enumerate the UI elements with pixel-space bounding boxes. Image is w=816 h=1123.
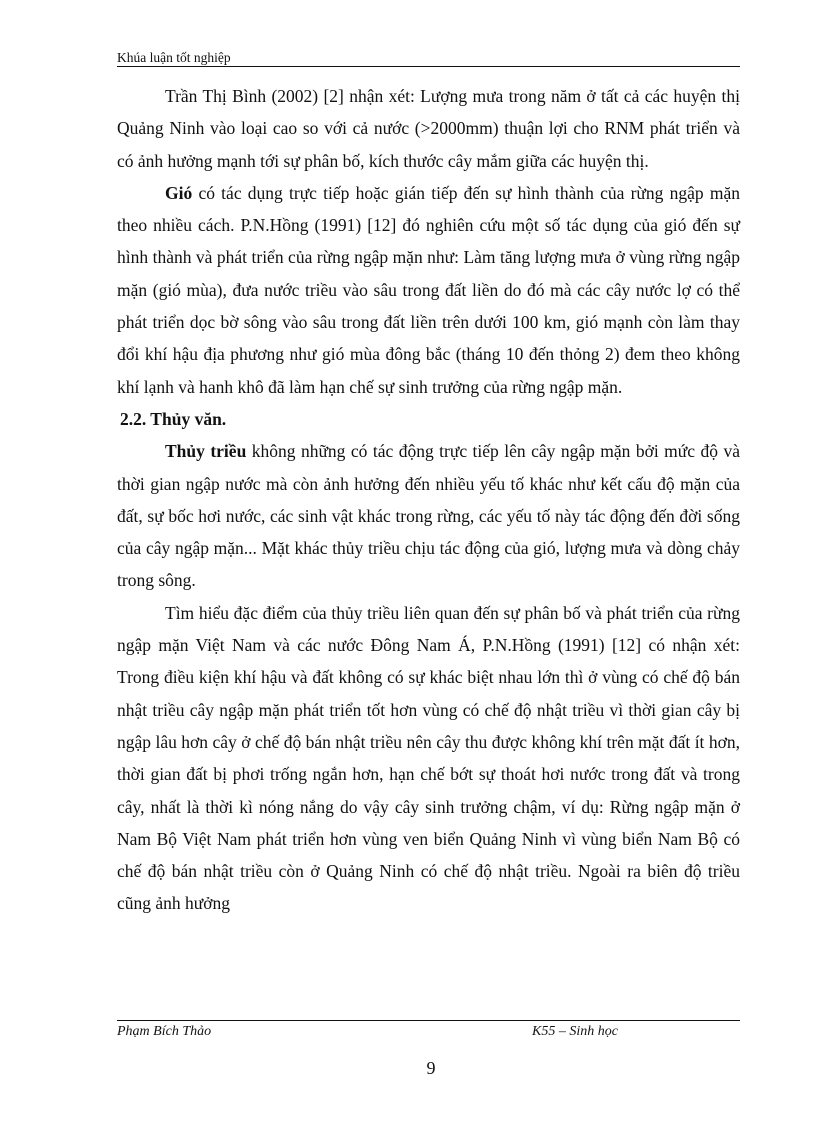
paragraph-wind [117,177,740,403]
header-title: Khúa luận tốt nghiệp [117,50,231,65]
term-tide: Thủy triều [165,441,247,462]
body-content [117,80,740,920]
paragraph-tide [117,435,740,596]
paragraph-tide-text: không những có tác động trực tiếp lên cây ngập mặn bởi mức độ và thời gian ngập nước mà còn ảnh hưởng đến nhiều yếu tố khác như kết cấu độ mặn của đất, sự bốc hơi nước, các sinh vật khác trong rừng, các yếu tố này tác động đến đời sống của cây ngập mặn... Mặt khác thủy triều chịu tác động của gió, lượng mưa và dòng chảy trong sông. [117,441,740,591]
paragraph-tide-regime: Tìm hiểu đặc điểm của thủy triều liên quan đến sự phân bố và phát triển của rừng ngập mặn Việt Nam và các nước Đông Nam Á, P.N.Hồng (1991) [12] có nhận xét: Trong điều kiện khí hậu và đất không có sự khác biệt nhau lớn thì ở vùng có chế độ bán nhật triều cây ngập mặn phát triển tốt hơn vùng có chế độ nhật triều vì thời gian cây bị ngập lâu hơn cây ở chế độ bán nhật triều nên cây thu được không khí trên mặt đất ít hơn, thời gian đất bị phơi trống ngắn hơn, hạn chế bớt sự thoát hơi nước trong đất và trong cây, nhất là thời kì nóng nắng do vậy cây sinh trưởng chậm, ví dụ: Rừng ngập mặn ở Nam Bộ Việt Nam phát triển hơn vùng ven biển Quảng Ninh vì vùng biển Nam Bộ có chế độ bán nhật triều còn ở Quảng Ninh có chế độ nhật triều. Ngoài ra biên độ triều cũng ảnh hưởng [117,602,740,914]
page-number: 9 [426,1058,436,1078]
paragraph-wind-text: có tác dụng trực tiếp hoặc gián tiếp đến sự hình thành của rừng ngập mặn theo nhiều cách. P.N.Hồng (1991) [12] đó nghiên cứu một số tác dụng của gió đến sự hình thành và phát triển của rừng ngập mặn như: Làm tăng lượng mưa ở vùng rừng ngập mặn (gió mùa), đưa nước triều vào sâu trong đất liền do đó mà các cây nước lợ có thể phát triển dọc bờ sông vào sâu trong đất liền trên dưới 100 km, gió mạnh còn làm thay đổi khí hậu địa phương như gió mùa đông bắc (tháng 10 đến thỏng 2) đem theo không khí lạnh và hanh khô đã làm hạn chế sự sinh trưởng của rừng ngập mặn. [117,182,740,397]
header-divider [117,66,740,67]
section-heading-hydrology: 2.2. Thủy văn. [120,408,227,429]
footer-author: Phạm Bích Thảo [117,1024,212,1039]
footer-divider [117,1020,740,1021]
term-wind: Gió [165,182,193,203]
paragraph-rainfall: Trần Thị Bình (2002) [2] nhận xét: Lượng mưa trong năm ở tất cả các huyện thị Quảng Ninh vào loại cao so với cả nước (>2000mm) thuận lợi cho RNM phát triển và có ảnh hưởng mạnh tới sự phân bố, kích thước cây mắm giữa các huyện thị. [117,86,740,171]
footer-class: K55 – Sinh học [532,1024,618,1039]
